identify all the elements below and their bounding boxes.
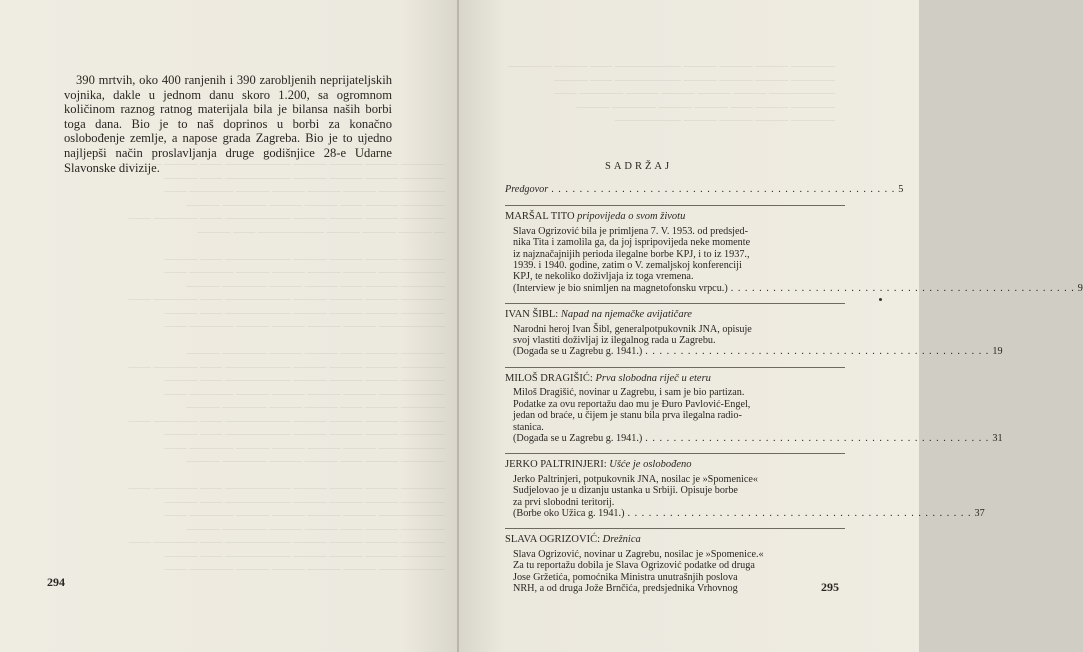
page-number-left: 294 [47, 575, 65, 589]
desc-line: stanica. [513, 421, 544, 433]
toc-subtitle: Prva slobodna riječ u eteru [595, 372, 711, 384]
toc-entry [505, 211, 1083, 294]
toc-author: JERKO PALTRINJERI: [505, 459, 607, 471]
toc-author: SLAVA OGRIZOVIĆ: [505, 534, 601, 546]
toc-subtitle: Napad na njemačke avijatičare [560, 309, 692, 321]
dot-leader [627, 508, 971, 519]
toc-page-number: 19 [992, 346, 1003, 358]
toc-page-number: 5 [898, 184, 904, 195]
toc-page-number: 9 [1077, 282, 1083, 294]
toc-entry-predgovor [505, 184, 904, 195]
toc-entry-heading [505, 459, 845, 470]
left-page [0, 0, 458, 652]
toc-author: MILOŠ DRAGIŠIĆ: [505, 372, 593, 384]
desc-last-line: (Borbe oko Užica g. 1941.) [513, 507, 625, 519]
page-number-right: 295 [821, 580, 839, 594]
desc-last-line: (Interview je bio snimljen na magnetofonsku vrpcu.) [513, 282, 728, 294]
divider [505, 453, 845, 454]
divider [505, 367, 845, 368]
toc-description [505, 387, 1003, 444]
desc-line: svoj vlastiti doživljaj iz ilegalnog rada u Zagrebu. [513, 335, 716, 347]
toc-entry-heading [505, 309, 845, 320]
show-through-text-right: ———— ——— ——— ——— —————— —— ——— ———— ———— ——— ——— ——— —————— —— ——— —————— ——— ——— ——— ——— ———— —— ———— ——— —— ——— ——— ———— ——— ———— ——— ——— ——— —————— [507, 60, 835, 126]
toc-entry [505, 309, 1003, 358]
show-through-text: ———— ——— ——— ——— —————— —— ——— ———— ———— ——— ——— ——— —————— —— ——— —————— ——— ——— ——— ——— ———— —— ———— ——— —— ——— ——— ———— ——— ———— ——— ——— ——— —————— —— ———— —— — ——— ——— ——— —————— —— ——— ———— ——— ——— ——— —————— —— ——— —————— ——— ——— ——— ——— ———— —— ———— ——— —— ——— ——— ———— ——— ———— ——— ——— ——— —————— —— ———— —— ———— ——— ——— ——— —————— —— ——— —————— ——— ——— ——— ——— ———— —— ———— ——— —— ——— ——— ———— ——— ———— ——— ——— ——— —————— —— ———— —— ———— ——— ——— ——— —————— —— ——— —————— ——— ——— ——— ——— ———— —— ———— ——— —— ——— ——— ———— ——— ———— ——— ——— ——— —————— —— ———— —— ———— ——— ——— ——— —————— —— ——— —————— ——— ——— ——— ——— ———— —— ———— ——— —— ——— ——— ———— ——— ———— ——— ——— ——— —————— —— ———— —— ———— ——— ——— ——— —————— —— ——— —————— ——— ——— ——— ——— ———— —— ———— ——— —— ——— ——— ———— ——— ———— ——— ——— ——— —————— —— ———— —— ———— ——— ——— ——— —————— —— ——— —————— ——— ——— ——— ——— ———— —— [117, 158, 445, 575]
ink-speck [879, 298, 882, 301]
toc-page-number: 37 [974, 507, 985, 519]
divider [505, 303, 845, 304]
desc-line: Jose Gržetića, pomoćnika Ministra unutrašnjih poslova [513, 571, 738, 583]
desc-last-line: (Događa se u Zagrebu g. 1941.) [513, 346, 643, 358]
toc-entry [505, 459, 985, 519]
desc-last-line: (Događa se u Zagrebu g. 1941.) [513, 432, 643, 444]
toc-entry-heading [505, 534, 845, 545]
desc-line: Slava Ogrizović bila je primljena 7. V. 1953. od predsjed- [513, 225, 749, 237]
desc-line: Sudjelovao je u dizanju ustanka u Srbiji. Opisuje borbe [513, 485, 738, 497]
toc-author: IVAN ŠIBL: [505, 309, 559, 321]
toc-entry-title: Predgovor [505, 184, 549, 195]
toc-description [505, 473, 985, 520]
desc-line: Slava Ogrizović, novinar u Zagrebu, nosilac je »Spomenice.« [513, 548, 764, 560]
divider [505, 205, 845, 206]
desc-line: 1939. i 1940. godine, zatim o V. zemaljskoj konferenciji [513, 260, 742, 272]
toc-description [505, 549, 828, 595]
toc-entry-heading [505, 211, 845, 222]
desc-line: iz najznačajnijih perioda ilegalne borbe KPJ, i to iz 1937., [513, 248, 750, 260]
body-paragraph: 390 mrtvih, oko 400 ranjenih i 390 zarobljenih neprijateljskih vojnika, dakle u jednom danu skoro 1.200, sa ogromnom količinom raznog ratnog materijala bila je bilansa naših borbi toga dana. Bio je to naš doprinos u borbi za konačno oslobođenje zemlje, a napose grada Zagreba. Bio je to ujedno najljepši način proslavljanja druge godišnjice 28-e Udarne Slavonske divizije. [64, 73, 392, 175]
toc-author: MARŠAL TITO [505, 211, 575, 223]
desc-line: KPJ, te nekoliko doživljaja iz toga vremena. [513, 271, 694, 283]
desc-line: jedan od braće, u čijem je stanu bila prva ilegalna radio- [513, 410, 742, 422]
desc-line: Podatke za ovu reportažu dao mu je Đuro Pavlović-Engel, [513, 398, 751, 410]
dot-leader [731, 283, 1075, 294]
toc-entry [505, 534, 845, 594]
toc-entry-heading [505, 373, 845, 384]
dot-leader [645, 433, 989, 444]
toc-subtitle: Ušće je oslobođeno [609, 459, 692, 471]
toc-subtitle: Drežnica [602, 534, 641, 546]
dot-leader [645, 346, 989, 357]
toc-description [505, 323, 1003, 358]
desc-line: Za tu reportažu dobila je Slava Ogrizović podatke od druga [513, 560, 755, 572]
dot-leader [551, 184, 895, 195]
desc-line: NRH, a od druga Jože Brnčića, predsjednika Vrhovnog [513, 582, 738, 594]
desc-line: Narodni heroj Ivan Šibl, generalpotpukovnik JNA, opisuje [513, 323, 752, 335]
toc-title: SADRŽAJ [605, 161, 673, 172]
desc-line: Jerko Paltrinjeri, potpukovnik JNA, nosilac je »Spomenice« [513, 473, 759, 485]
toc-page-number: 31 [992, 432, 1003, 444]
desc-line: nika Tita i zamolila ga, da joj ispripovijeda neke momente [513, 237, 751, 249]
desc-line: Miloš Dragišić, novinar u Zagrebu, i sam je bio partizan. [513, 387, 745, 399]
divider [505, 528, 845, 529]
toc-subtitle: pripovijeda o svom životu [577, 211, 686, 223]
toc-entry [505, 372, 1003, 444]
toc-description [505, 225, 1083, 294]
table-of-contents [505, 184, 1083, 603]
desc-line: za prvi slobodni teritorij. [513, 496, 615, 508]
